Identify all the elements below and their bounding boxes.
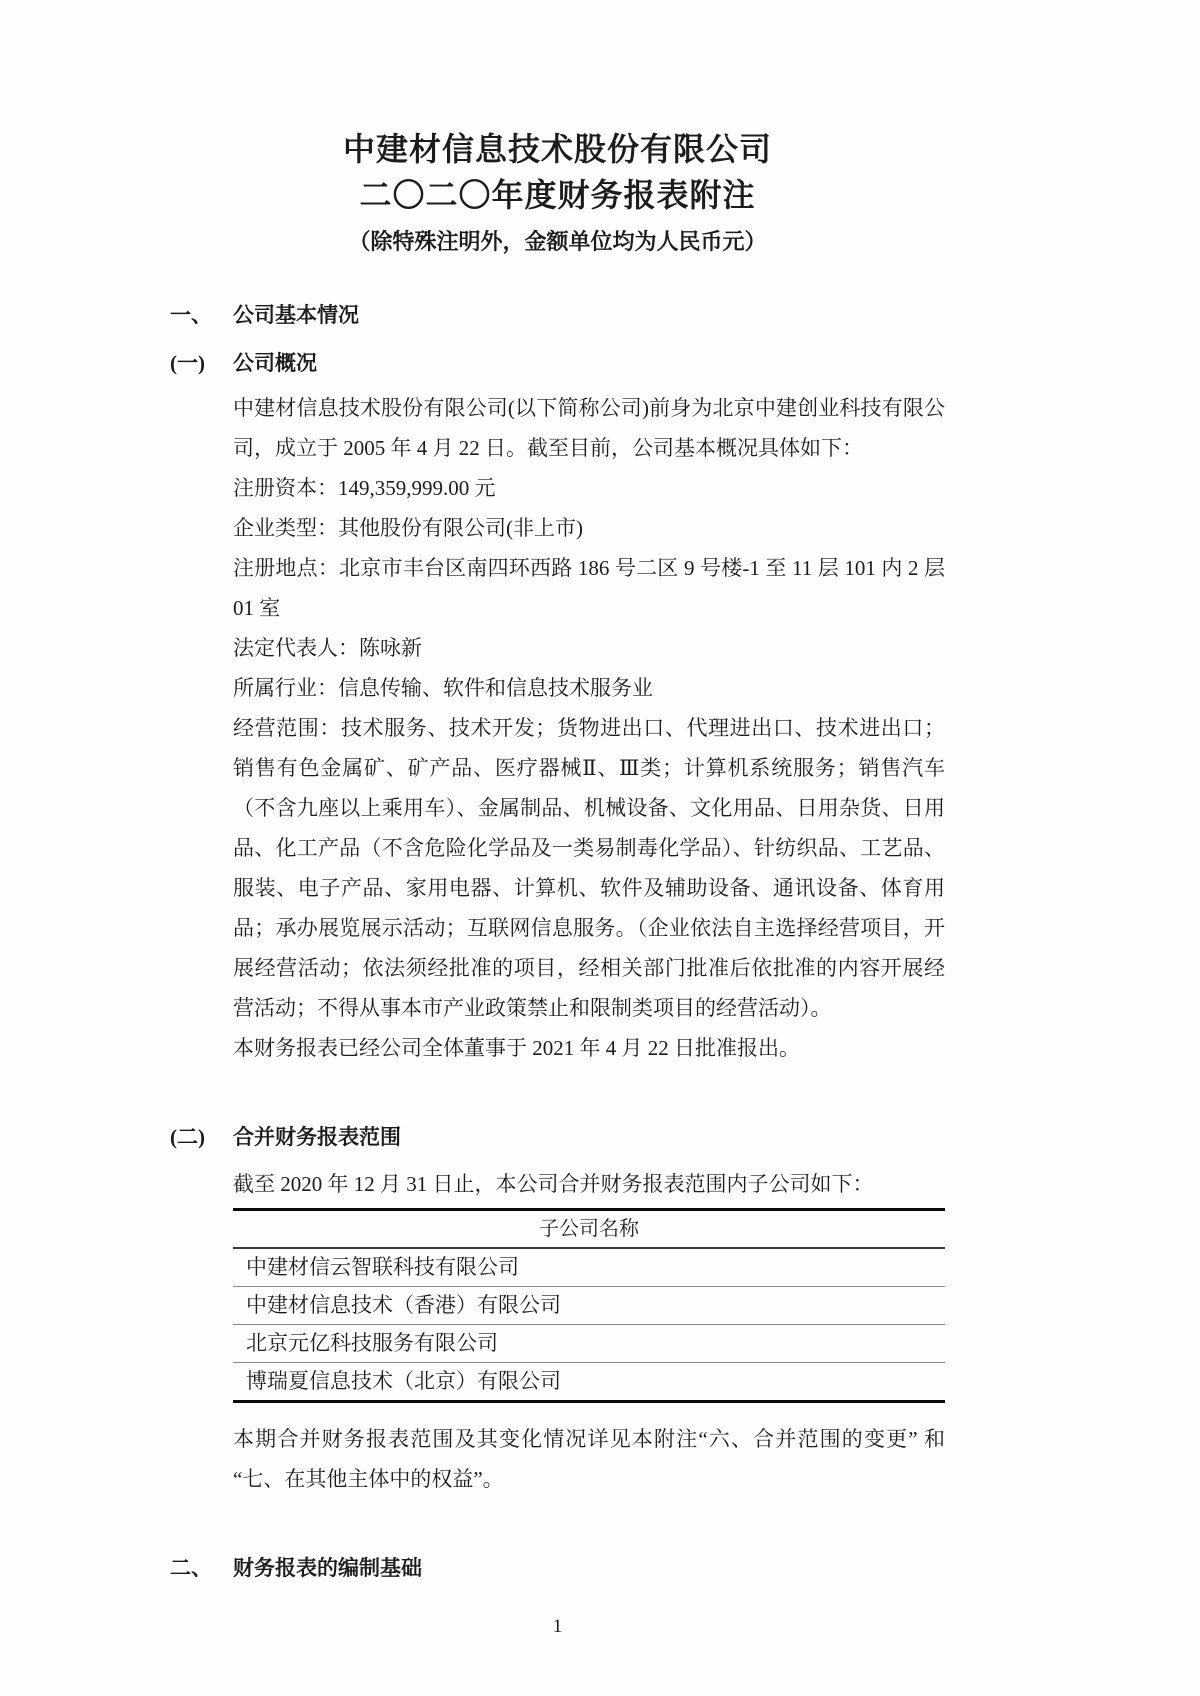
consolidation-outro: 本期合并财务报表范围及其变化情况详见本附注“六、合并范围的变更” 和 “七、在其他主体中的权益”。	[233, 1427, 945, 1491]
enterprise-type-line: 企业类型：其他股份有限公司(非上市)	[233, 516, 583, 540]
registered-capital-line: 注册资本：149,359,999.00 元	[233, 476, 496, 500]
subsection-title: 公司概况	[233, 351, 317, 375]
subsidiary-row: 北京元亿科技服务有限公司	[233, 1325, 945, 1363]
subsection-number: (二)	[170, 1125, 205, 1149]
table-header-subsidiary-name: 子公司名称	[233, 1211, 945, 1249]
subsidiary-row: 博瑞夏信息技术（北京）有限公司	[246, 1369, 561, 1393]
section-preparation-basis-heading	[170, 1555, 945, 1581]
consolidation-intro-block	[233, 1164, 945, 1204]
consolidation-intro: 截至 2020 年 12 月 31 日止，本公司合并财务报表范围内子公司如下：	[233, 1172, 874, 1196]
subsidiary-row: 中建材信云智联科技有限公司	[233, 1249, 945, 1287]
page-number: 1	[552, 1616, 563, 1637]
subsection-company-profile-heading	[170, 350, 945, 376]
section-basic-info-heading	[170, 302, 945, 328]
company-title: 中建材信息技术股份有限公司	[342, 131, 772, 167]
legal-representative-line: 法定代表人：陈咏新	[233, 636, 422, 660]
company-profile-body	[233, 388, 945, 1068]
section-number: 二、	[170, 1556, 212, 1580]
doc-header	[170, 126, 945, 262]
section-title: 财务报表的编制基础	[233, 1556, 422, 1580]
subsection-number: (一)	[170, 351, 205, 375]
industry-line: 所属行业：信息传输、软件和信息技术服务业	[233, 676, 653, 700]
business-scope-paragraph: 经营范围：技术服务、技术开发；货物进出口、代理进出口、技术进出口；销售有色金属矿、矿产品、医疗器械Ⅱ、Ⅲ类；计算机系统服务；销售汽车（不含九座以上乘用车）、金属制品、机械设备、文化用品、日用杂货、日用品、化工产品（不含危险化学品及一类易制毒化学品）、针纺织品、工艺品、服装、电子产品、家用电器、计算机、软件及辅助设备、通讯设备、体育用品；承办展览展示活动；互联网信息服务。（企业依法自主选择经营项目，开展经营活动；依法须经批准的项目，经相关部门批准后依批准的内容开展经营活动；不得从事本市产业政策禁止和限制类项目的经营活动）。	[233, 716, 945, 1020]
currency-note: （除特殊注明外，金额单位均为人民币元）	[348, 229, 767, 254]
registered-address-line: 注册地点：北京市丰台区南四环西路 186 号二区 9 号楼-1 至 11 层 101 内 2 层 01 室	[233, 556, 945, 620]
approval-statement: 本财务报表已经公司全体董事于 2021 年 4 月 22 日批准报出。	[233, 1036, 800, 1060]
consolidation-outro-block	[233, 1419, 945, 1499]
subsidiary-table	[233, 1208, 945, 1403]
section-number: 一、	[170, 303, 212, 327]
company-intro-paragraph: 中建材信息技术股份有限公司(以下简称公司)前身为北京中建创业科技有限公司，成立于 2005 年 4 月 22 日。截至目前，公司基本概况具体如下：	[233, 396, 945, 460]
subsection-title: 合并财务报表范围	[233, 1125, 401, 1149]
subsidiary-row: 中建材信息技术（香港）有限公司	[233, 1287, 945, 1325]
section-title: 公司基本情况	[233, 303, 359, 327]
subsection-consolidation-scope-heading	[170, 1124, 945, 1150]
report-title: 二〇二〇年度财务报表附注	[359, 177, 756, 213]
